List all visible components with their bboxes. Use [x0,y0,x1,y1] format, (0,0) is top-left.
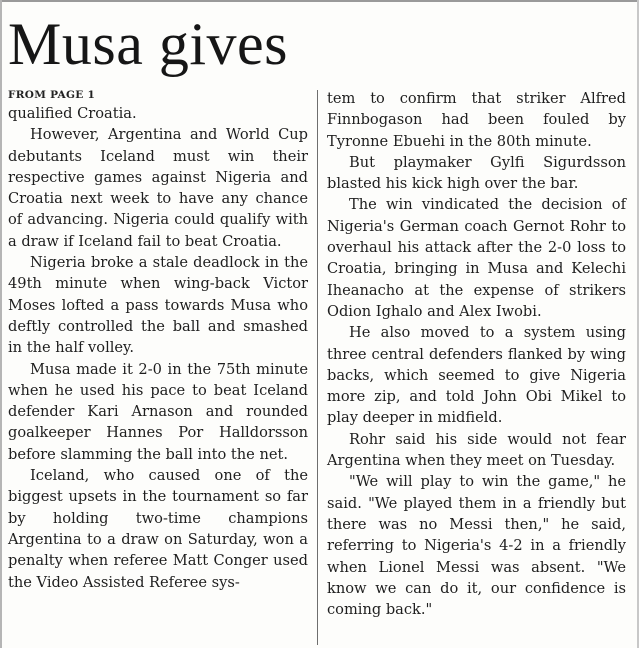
page-top-border [0,0,639,2]
paragraph: But playmaker Gylfi Sigurdsson blasted his kick high over the bar. [327,153,626,193]
paragraph: Musa made it 2-0 in the 75th minute when he used his pace to beat Iceland defender Kari Arnason and rounded goalkeeper Hannes Por Halldorsson before slamming the ball into the net. [8,360,308,463]
article-column-left [8,88,308,593]
paragraph: Nigeria broke a stale deadlock in the 49th minute when wing-back Victor Moses lofted a pass towards Musa who deftly controlled the ball and smashed in the half volley. [8,254,308,357]
paragraph: Rohr said his side would not fear Argentina when they meet on Tuesday. [327,430,626,470]
continuation-kicker: FROM PAGE 1 [8,89,96,101]
article-headline: Musa gives [8,11,288,77]
paragraph: He also moved to a system using three central defenders flanked by wing backs, which seemed to give Nigeria more zip, and told John Obi Mikel to play deeper in midfield. [327,324,626,427]
paragraph: Iceland, who caused one of the biggest upsets in the tournament so far by holding two-time champions Argentina to a draw on Saturday, won a penalty when referee Matt Conger used the Video Assisted Referee sys- [8,467,308,591]
paragraph: tem to confirm that striker Alfred Finnbogason had been fouled by Tyronne Ebuehi in the 80th minute. [327,90,626,150]
article-column-right [327,88,626,620]
column-divider [317,90,318,645]
page-left-border [0,0,2,648]
paragraph: The win vindicated the decision of Nigeria's German coach Gernot Rohr to overhaul his attack after the 2-0 loss to Croatia, bringing in Musa and Kelechi Iheanacho at the expense of strikers Odion Ighalo and Alex Iwobi. [327,196,626,320]
paragraph: qualified Croatia. [8,105,137,122]
paragraph: "We will play to win the game," he said. "We played them in a friendly but there was no Messi then," he said, referring to Nigeria's 4-2 in a friendly when Lionel Messi was absent. "We know we can do it, our confidence is coming back." [327,473,626,619]
paragraph: However, Argentina and World Cup debutants Iceland must win their respective games against Nigeria and Croatia next week to have any chance of advancing. Nigeria could qualify with a draw if Iceland fail to beat Croatia. [8,126,308,250]
